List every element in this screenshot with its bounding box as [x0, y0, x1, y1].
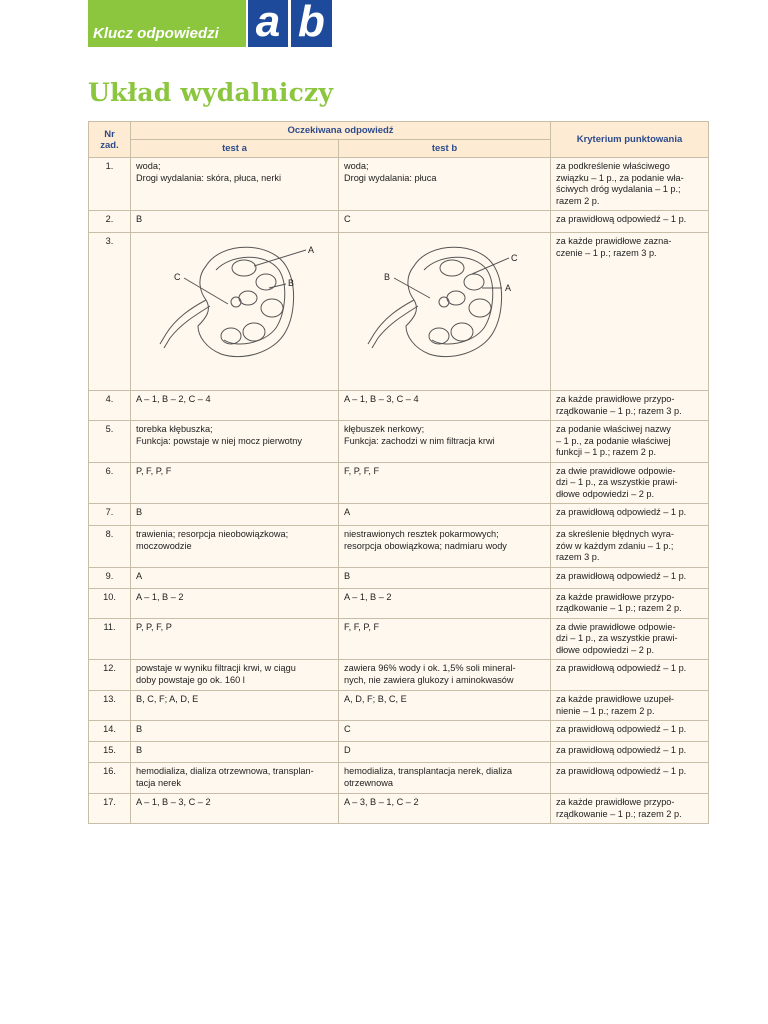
answer-test-a: A: [131, 567, 339, 588]
answer-test-b: A – 3, B – 1, C – 2: [339, 794, 551, 824]
answer-test-a: B, C, F; A, D, E: [131, 691, 339, 721]
answer-test-a: trawienia; resorpcja nieobowiązkowa; moczowodzie: [131, 526, 339, 568]
answer-test-b: A – 1, B – 2: [339, 588, 551, 618]
scoring-criterion: za prawidłową odpowiedź – 1 p.: [551, 742, 709, 763]
scoring-criterion: za dwie prawidłowe odpowie- dzi – 1 p., za wszystkie prawi- dłowe odpowiedzi – 2 p.: [551, 462, 709, 504]
header-test-a: test a: [131, 140, 339, 158]
row-number: 2.: [89, 211, 131, 233]
scoring-criterion: za podkreślenie właściwego związku – 1 p., za podanie wła- ściwych dróg wydalania – 1 p.; razem 2 p.: [551, 158, 709, 211]
row-number: 16.: [89, 763, 131, 794]
brand-header: [88, 0, 332, 47]
answer-test-b: woda; Drogi wydalania: płuca: [339, 158, 551, 211]
scoring-criterion: za każde prawidłowe zazna- czenie – 1 p.; razem 3 p.: [551, 233, 709, 391]
table-row: [89, 462, 709, 504]
table-row: [89, 660, 709, 691]
answer-test-b: A, D, F; B, C, E: [339, 691, 551, 721]
row-number: 1.: [89, 158, 131, 211]
table-row: [89, 763, 709, 794]
scoring-criterion: za dwie prawidłowe odpowie- dzi – 1 p., za wszystkie prawi- dłowe odpowiedzi – 2 p.: [551, 618, 709, 660]
kidney-diagram-cell-a: [131, 233, 339, 391]
row-number: 9.: [89, 567, 131, 588]
header-expected: Oczekiwana odpowiedź: [131, 122, 551, 140]
table-row: [89, 618, 709, 660]
answer-test-a: A – 1, B – 2: [131, 588, 339, 618]
answer-test-b: zawiera 96% wody i ok. 1,5% soli mineral- nych, nie zawiera glukozy i aminokwasów: [339, 660, 551, 691]
row-number: 8.: [89, 526, 131, 568]
answer-test-a: A – 1, B – 2, C – 4: [131, 391, 339, 421]
header-test-b: test b: [339, 140, 551, 158]
table-row: [89, 526, 709, 568]
table-row: [89, 391, 709, 421]
answer-test-b: kłębuszek nerkowy; Funkcja: zachodzi w nim filtracja krwi: [339, 421, 551, 463]
kidney-diagram-cell-b: [339, 233, 551, 391]
diagram-a-label-left: C: [174, 272, 181, 282]
brand-text: Klucz odpowiedzi: [88, 0, 246, 47]
answer-test-b: A: [339, 504, 551, 526]
table-row: [89, 721, 709, 742]
scoring-criterion: za prawidłową odpowiedź – 1 p.: [551, 567, 709, 588]
table-row: [89, 794, 709, 824]
answer-test-b: niestrawionych resztek pokarmowych; resorpcja obowiązkowa; nadmiaru wody: [339, 526, 551, 568]
answer-test-a: B: [131, 211, 339, 233]
kidney-diagram-b: [344, 236, 534, 366]
scoring-criterion: za prawidłową odpowiedź – 1 p.: [551, 504, 709, 526]
answer-test-a: woda; Drogi wydalania: skóra, płuca, nerki: [131, 158, 339, 211]
answer-test-b: C: [339, 721, 551, 742]
diagram-b-label-top: C: [511, 253, 518, 263]
row-number: 3.: [89, 233, 131, 391]
header-criterion: Kryterium punktowania: [551, 122, 709, 158]
answer-test-a: B: [131, 504, 339, 526]
page-title: Układ wydalniczy: [88, 78, 334, 107]
table-row: [89, 211, 709, 233]
row-number: 11.: [89, 618, 131, 660]
kidney-diagram-a: [136, 236, 326, 366]
logo-letter-b: b: [291, 0, 332, 47]
answer-test-b: B: [339, 567, 551, 588]
header-nr: Nr zad.: [89, 122, 131, 158]
scoring-criterion: za każde prawidłowe uzupeł- nienie – 1 p.; razem 2 p.: [551, 691, 709, 721]
logo-letter-a: a: [248, 0, 288, 47]
answer-test-a: B: [131, 742, 339, 763]
answer-test-a: B: [131, 721, 339, 742]
scoring-criterion: za prawidłową odpowiedź – 1 p.: [551, 660, 709, 691]
scoring-criterion: za prawidłową odpowiedź – 1 p.: [551, 211, 709, 233]
row-number: 10.: [89, 588, 131, 618]
scoring-criterion: za prawidłową odpowiedź – 1 p.: [551, 763, 709, 794]
answer-test-b: D: [339, 742, 551, 763]
table-row: [89, 504, 709, 526]
row-number: 12.: [89, 660, 131, 691]
table-row: [89, 742, 709, 763]
scoring-criterion: za każde prawidłowe przypo- rządkowanie – 1 p.; razem 3 p.: [551, 391, 709, 421]
answer-test-a: P, F, P, F: [131, 462, 339, 504]
scoring-criterion: za podanie właściwej nazwy – 1 p., za podanie właściwej funkcji – 1 p.; razem 2 p.: [551, 421, 709, 463]
scoring-criterion: za każde prawidłowe przypo- rządkowanie – 1 p.; razem 2 p.: [551, 588, 709, 618]
answer-test-a: P, P, F, P: [131, 618, 339, 660]
answer-test-b: A – 1, B – 3, C – 4: [339, 391, 551, 421]
table-row: [89, 421, 709, 463]
row-number: 14.: [89, 721, 131, 742]
row-number: 13.: [89, 691, 131, 721]
answer-test-a: A – 1, B – 3, C – 2: [131, 794, 339, 824]
row-number: 7.: [89, 504, 131, 526]
row-number: 5.: [89, 421, 131, 463]
table-row: [89, 691, 709, 721]
row-number: 17.: [89, 794, 131, 824]
diagram-a-label-right: B: [288, 278, 295, 288]
row-number: 4.: [89, 391, 131, 421]
scoring-criterion: za prawidłową odpowiedź – 1 p.: [551, 721, 709, 742]
answer-test-b: F, P, F, F: [339, 462, 551, 504]
answer-test-a: powstaje w wyniku filtracji krwi, w ciągu doby powstaje go ok. 160 l: [131, 660, 339, 691]
table-row: [89, 567, 709, 588]
answer-test-a: hemodializa, dializa otrzewnowa, transplan- tacja nerek: [131, 763, 339, 794]
diagram-a-label-top: A: [308, 245, 315, 255]
table-row: [89, 588, 709, 618]
row-number: 15.: [89, 742, 131, 763]
row-number: 6.: [89, 462, 131, 504]
answer-test-b: hemodializa, transplantacja nerek, dializa otrzewnowa: [339, 763, 551, 794]
table-row: [89, 233, 709, 391]
answer-test-b: F, F, P, F: [339, 618, 551, 660]
answer-test-b: C: [339, 211, 551, 233]
answer-test-a: torebka kłębuszka; Funkcja: powstaje w niej mocz pierwotny: [131, 421, 339, 463]
diagram-b-label-left: B: [384, 272, 391, 282]
answer-key-table: [88, 121, 709, 824]
diagram-b-label-right: A: [505, 283, 512, 293]
scoring-criterion: za skreślenie błędnych wyra- zów w każdym zdaniu – 1 p.; razem 3 p.: [551, 526, 709, 568]
table-row: [89, 158, 709, 211]
scoring-criterion: za każde prawidłowe przypo- rządkowanie – 1 p.; razem 2 p.: [551, 794, 709, 824]
